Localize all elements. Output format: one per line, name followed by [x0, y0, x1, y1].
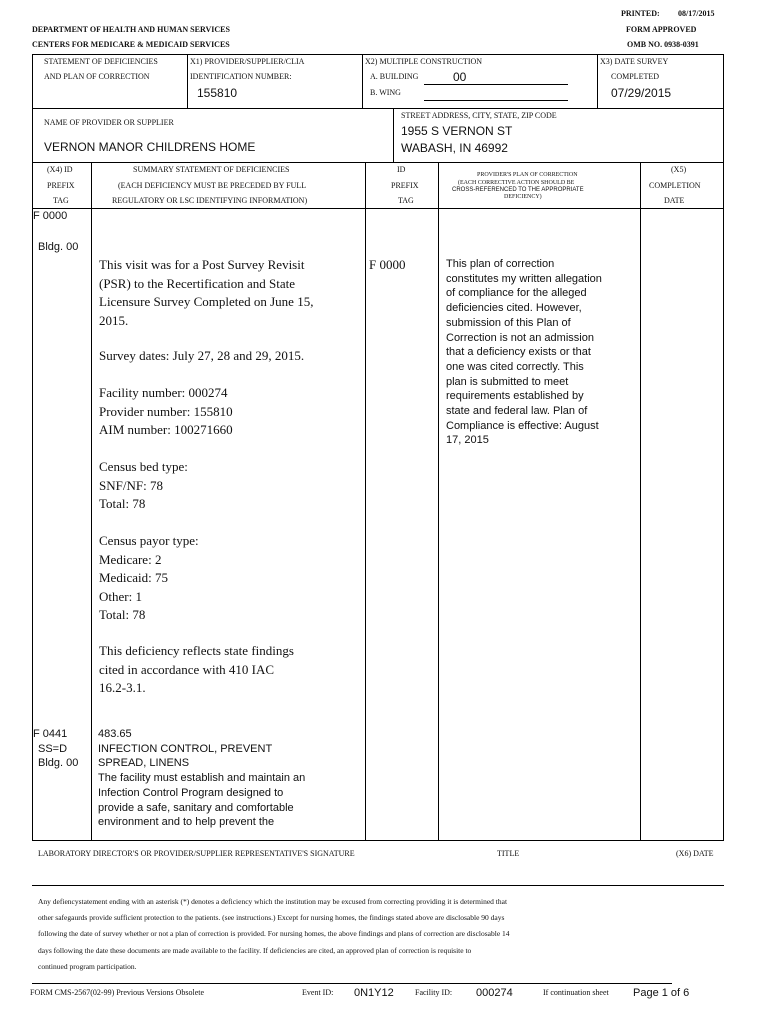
- summary-header: SUMMARY STATEMENT OF DEFICIENCIES: [133, 165, 290, 174]
- rule: [362, 54, 363, 108]
- f0441-summary: 483.65 INFECTION CONTROL, PREVENT SPREAD, LINENS The facility must establish and maintain an Infection Control Program designed to provide a safe, sanitary and comfortable environment and to help prevent the: [98, 728, 306, 829]
- rule: [32, 54, 724, 55]
- omb-number: OMB NO. 0938-0391: [627, 40, 699, 49]
- id-prefix: PREFIX: [391, 181, 419, 190]
- building-value: 00: [453, 70, 467, 84]
- centers-title: CENTERS FOR MEDICARE & MEDICAID SERVICES: [32, 40, 230, 49]
- x5-header: (X5): [671, 165, 687, 174]
- rule: [32, 983, 672, 984]
- rule: [365, 162, 366, 840]
- summary-subheader: (EACH DEFICIENCY MUST BE PRECEDED BY FULL: [118, 181, 307, 190]
- rule: [32, 840, 724, 841]
- facility-id-label: Facility ID:: [415, 988, 453, 997]
- facility-id: 000274: [476, 987, 513, 999]
- rule: [597, 54, 598, 108]
- bldg-label: Bldg. 00: [38, 241, 79, 253]
- address-label: STREET ADDRESS, CITY, STATE, ZIP CODE: [401, 111, 557, 120]
- rule: [91, 162, 92, 840]
- id-tag: TAG: [398, 196, 414, 205]
- signature-label: LABORATORY DIRECTOR'S OR PROVIDER/SUPPLIER REPRESENTATIVE'S SIGNATURE: [38, 849, 355, 858]
- plan-of-correction-text: This plan of correction constitutes my written allegation of compliance for the alleged deficiencies cited. However, submission of this Plan of Correction is not an admission that a deficiency exists or that one was cited correctly. This plan is submitted to meet requirements established by state and federal law. Plan of Compliance is effective: August 17, 2015: [446, 258, 602, 447]
- plan-label: AND PLAN OF CORRECTION: [44, 72, 150, 81]
- rule: [32, 162, 724, 163]
- id-header: ID: [397, 165, 406, 174]
- title-label: TITLE: [497, 849, 520, 858]
- poc-subheader: (EACH CORRECTIVE ACTION SHOULD BE: [458, 180, 575, 186]
- address-street: 1955 S VERNON ST: [401, 124, 513, 138]
- tag-f0441: F 0441 SS=D Bldg. 00: [33, 728, 79, 770]
- building-underline: [424, 84, 568, 85]
- continuation-label: If continuation sheet: [543, 988, 609, 997]
- rule: [32, 885, 724, 886]
- census-payor-type: Census payor type: Medicare: 2 Medicaid: 75 Other: 1 Total: 78: [99, 533, 199, 622]
- page-number: Page 1 of 6: [633, 987, 690, 999]
- x2-label: X2) MULTIPLE CONSTRUCTION: [365, 57, 483, 66]
- rule: [438, 162, 439, 840]
- x6-date-label: (X6) DATE: [676, 849, 714, 858]
- x4-tag: TAG: [53, 196, 69, 205]
- rule: [393, 108, 394, 163]
- facility-info: Facility number: 000274 Provider number: 155810 AIM number: 100271660: [99, 385, 233, 437]
- survey-completed-date: 07/29/2015: [611, 86, 672, 100]
- x3-label-2: COMPLETED: [611, 72, 659, 81]
- printed-label: PRINTED:: [621, 9, 660, 18]
- wing-label: B. WING: [370, 88, 401, 97]
- tag-f0000: F 0000: [33, 210, 68, 222]
- printed-date: 08/17/2015: [678, 9, 715, 18]
- x4-prefix: PREFIX: [47, 181, 75, 190]
- disclaimer: Any defiencystatement ending with an asterisk (*) denotes a deficiency which the institution may be excused from correcting providing it is determined that other safegaurds provide sufficient protection to the patients. (see instructions.) Except for nursing homes, the findings stated above are disclosable 90 days following the date of survey whether or not a plan of correction is provided. For nursing homes, the above findings and plans of correction are disclosable 14 days following the date these documents are made available to the facility. If deficiencies are cited, an approved plan of correction is requisite to continued program participation.: [38, 897, 510, 971]
- building-label: A. BUILDING: [370, 72, 419, 81]
- rule: [32, 54, 33, 163]
- provider-id-value: 155810: [197, 86, 238, 100]
- x1-label-2: IDENTIFICATION NUMBER:: [190, 72, 292, 81]
- poc-subheader-2: CROSS-REFERENCED TO THE APPROPRIATE: [452, 187, 584, 193]
- rule: [32, 108, 724, 109]
- rule: [187, 54, 188, 108]
- id-tag-f0000: F 0000: [369, 257, 406, 272]
- summary-subheader-2: REGULATORY OR LSC IDENTIFYING INFORMATION): [112, 196, 308, 205]
- poc-header: PROVIDER'S PLAN OF CORRECTION: [477, 172, 578, 178]
- event-id-label: Event ID:: [302, 988, 334, 997]
- census-bed-type: Census bed type: SNF/NF: 78 Total: 78: [99, 459, 188, 511]
- rule: [640, 162, 641, 840]
- visit-paragraph: This visit was for a Post Survey Revisit (PSR) to the Recertification and State Licensure Survey Completed on June 15, 2015.: [99, 257, 314, 328]
- provider-name: VERNON MANOR CHILDRENS HOME: [44, 140, 256, 154]
- x5-date: DATE: [664, 196, 685, 205]
- provider-name-label: NAME OF PROVIDER OR SUPPLIER: [44, 118, 174, 127]
- survey-dates: Survey dates: July 27, 28 and 29, 2015.: [99, 348, 305, 363]
- event-id: 0N1Y12: [354, 987, 394, 999]
- rule: [723, 54, 724, 163]
- state-findings: This deficiency reflects state findings cited in accordance with 410 IAC 16.2-3.1.: [99, 643, 294, 695]
- x3-label: X3) DATE SURVEY: [600, 57, 669, 66]
- wing-underline: [424, 100, 568, 101]
- department-title: DEPARTMENT OF HEALTH AND HUMAN SERVICES: [32, 25, 230, 34]
- statement-label: STATEMENT OF DEFICIENCIES: [44, 57, 158, 66]
- poc-subheader-3: DEFICIENCY): [504, 194, 542, 200]
- x4-header: (X4) ID: [47, 165, 73, 174]
- x1-label: X1) PROVIDER/SUPPLIER/CLIA: [190, 57, 305, 66]
- rule: [32, 208, 724, 209]
- address-city: WABASH, IN 46992: [401, 141, 508, 155]
- x5-completion: COMPLETION: [649, 181, 701, 190]
- form-approved: FORM APPROVED: [626, 25, 697, 34]
- form-number: FORM CMS-2567(02-99) Previous Versions Obsolete: [30, 988, 205, 997]
- rule: [723, 162, 724, 840]
